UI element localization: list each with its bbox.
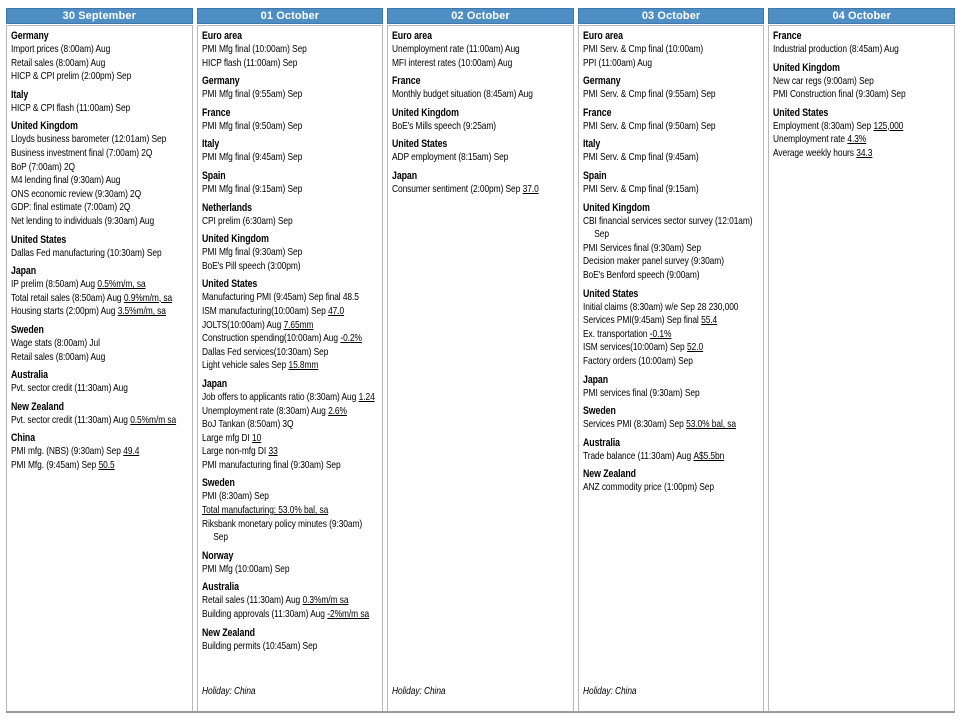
event-item xyxy=(583,57,753,71)
country-name: United Kingdom xyxy=(392,106,460,119)
event-text: ISM services(10:00am) Sep xyxy=(582,341,685,354)
event-text: Lloyds business barometer (12:01am) Sep xyxy=(11,133,167,146)
event-value-link[interactable]: 10 xyxy=(251,431,261,444)
event-item xyxy=(202,151,375,165)
country-section xyxy=(392,74,539,102)
country-section xyxy=(202,277,375,373)
country-section xyxy=(11,88,176,116)
country-name: United States xyxy=(773,106,829,119)
country-name: France xyxy=(201,106,230,119)
event-item xyxy=(202,531,375,545)
country-section xyxy=(583,106,753,134)
event-text: IP prelim (8:50am) Aug xyxy=(11,278,95,291)
event-item xyxy=(202,260,375,274)
event-value-link[interactable]: 1.24 xyxy=(358,390,375,403)
event-value-link[interactable]: 3.5%m/m, sa xyxy=(117,305,166,318)
event-text: Services PMI (8:30am) Sep xyxy=(582,418,684,431)
country-name: United Kingdom xyxy=(773,61,841,74)
country-section xyxy=(11,29,176,84)
day-column-04-october xyxy=(768,8,955,711)
event-text: BoE's Benford speech (9:00am) xyxy=(582,268,700,281)
event-text: PMI Serv. & Cmp final (10:00am) xyxy=(582,43,703,55)
event-item xyxy=(11,382,176,396)
event-item xyxy=(583,418,753,432)
event-text: PMI Mfg final (9:15am) Sep xyxy=(201,182,302,195)
event-value-link[interactable]: 2.6% xyxy=(327,404,347,417)
event-item xyxy=(202,359,375,373)
event-value-link[interactable]: 15.8mm xyxy=(288,359,318,372)
event-item xyxy=(202,490,375,504)
country-section xyxy=(583,201,753,283)
event-text: Consumer sentiment (2:00pm) Sep xyxy=(392,182,521,195)
event-item xyxy=(11,201,176,215)
event-item xyxy=(392,183,539,197)
event-text: PMI Mfg final (9:55am) Sep xyxy=(201,88,302,101)
day-column-03-october xyxy=(578,8,765,711)
event-item xyxy=(583,151,753,165)
event-text: Net lending to individuals (9:30am) Aug xyxy=(11,214,155,227)
country-name: Japan xyxy=(201,377,227,390)
country-section xyxy=(11,431,176,472)
holiday-note: Holiday: China xyxy=(201,685,256,698)
event-text: PMI manufacturing final (9:30am) Sep xyxy=(201,458,341,471)
event-item xyxy=(202,563,375,577)
event-text: CPI prelim (6:30am) Sep xyxy=(201,214,293,227)
country-section xyxy=(202,549,375,577)
event-text: ANZ commodity price (1:00pm) Sep xyxy=(582,481,714,494)
country-section xyxy=(773,29,917,57)
event-value-link[interactable]: 53.0% bal, sa xyxy=(685,418,736,431)
event-text: Pvt. sector credit (11:30am) Aug xyxy=(11,413,128,426)
country-section xyxy=(202,137,375,165)
event-text: PMI mfg. (NBS) (9:30am) Sep xyxy=(11,445,121,458)
country-name: Australia xyxy=(11,369,48,382)
event-value-link[interactable]: 33 xyxy=(268,445,278,458)
event-text: Factory orders (10:00am) Sep xyxy=(582,354,693,367)
event-text: PMI services final (9:30am) Sep xyxy=(582,386,700,399)
event-item xyxy=(202,319,375,333)
country-section xyxy=(202,106,375,134)
event-item xyxy=(202,504,375,518)
event-text: Wage stats (8:00am) Jul xyxy=(11,336,100,349)
event-text: M4 lending final (9:30am) Aug xyxy=(11,174,121,187)
country-name: China xyxy=(11,432,36,445)
event-text: Building permits (10:45am) Sep xyxy=(201,639,317,652)
country-section xyxy=(202,232,375,273)
event-text: Construction spending(10:00am) Aug xyxy=(201,332,338,345)
event-text: PMI Mfg final (9:30am) Sep xyxy=(201,246,302,259)
country-name: Sweden xyxy=(582,405,616,418)
event-item xyxy=(583,242,753,256)
event-item xyxy=(583,481,753,495)
event-value-link[interactable]: 34.3 xyxy=(856,146,873,159)
country-section xyxy=(11,323,176,364)
event-text: Sep xyxy=(212,531,228,544)
country-name: United States xyxy=(201,278,257,291)
event-text: Trade balance (11:30am) Aug xyxy=(582,449,691,462)
day-body xyxy=(768,25,955,711)
event-value-link[interactable]: 0.5%m/m sa xyxy=(130,413,177,426)
event-text: Unemployment rate xyxy=(773,133,846,146)
country-name: New Zealand xyxy=(201,626,255,639)
day-body xyxy=(578,25,765,711)
country-name: Norway xyxy=(201,549,233,562)
event-text: Initial claims (8:30am) w/e Sep 28 230,000 xyxy=(582,300,739,313)
event-item xyxy=(202,459,375,473)
country-name: New Zealand xyxy=(11,400,64,413)
event-item xyxy=(583,88,753,102)
event-item xyxy=(202,57,375,71)
event-text: Riksbank monetary policy minutes (9:30am) xyxy=(201,517,362,530)
event-value-link[interactable]: 0.3%m/m sa xyxy=(302,594,349,607)
event-item xyxy=(11,351,176,365)
event-text: HICP flash (11:00am) Sep xyxy=(201,56,297,69)
country-section xyxy=(392,169,539,197)
event-value-link[interactable]: 47.0 xyxy=(327,304,344,317)
event-item xyxy=(202,518,375,532)
country-name: France xyxy=(582,106,612,119)
event-item xyxy=(202,43,375,57)
country-name: Euro area xyxy=(392,30,433,42)
event-value-link[interactable]: 52.0 xyxy=(686,341,703,354)
event-item xyxy=(11,247,176,261)
country-name: Germany xyxy=(582,75,621,88)
event-value-link[interactable]: -0.2% xyxy=(339,332,362,345)
event-text: Retail sales (8:00am) Aug xyxy=(11,350,106,363)
event-item xyxy=(583,269,753,283)
event-item xyxy=(583,228,753,242)
event-value-link[interactable]: 125,000 xyxy=(873,119,904,132)
day-header: 01 October xyxy=(197,8,384,24)
day-content xyxy=(773,29,917,706)
event-item xyxy=(392,151,539,165)
country-name: Italy xyxy=(201,138,219,151)
event-text: BoE's Pill speech (3:00pm) xyxy=(201,259,301,272)
event-item xyxy=(11,459,176,473)
event-item xyxy=(11,414,176,428)
event-value-link[interactable]: A$5.5bn xyxy=(693,449,724,462)
country-name: Germany xyxy=(201,75,240,88)
event-item xyxy=(11,161,176,175)
country-name: Sweden xyxy=(201,477,235,490)
country-section xyxy=(583,436,753,464)
event-item xyxy=(202,405,375,419)
event-text: Total retail sales (8:50am) Aug xyxy=(11,291,122,304)
day-content xyxy=(583,29,753,706)
event-text: PMI Mfg. (9:45am) Sep xyxy=(11,458,97,471)
event-item xyxy=(583,355,753,369)
country-section xyxy=(202,377,375,473)
event-item xyxy=(202,246,375,260)
event-text: Sep xyxy=(593,228,609,241)
country-name: Japan xyxy=(392,169,418,182)
event-item xyxy=(773,75,917,89)
country-section xyxy=(202,169,375,197)
country-section xyxy=(202,626,375,654)
event-item xyxy=(11,305,176,319)
country-section xyxy=(583,467,753,495)
event-item xyxy=(583,255,753,269)
event-text: ONS economic review (9:30am) 2Q xyxy=(11,187,142,200)
event-text: Pvt. sector credit (11:30am) Aug xyxy=(11,382,128,395)
event-text: Dallas Fed manufacturing (10:30am) Sep xyxy=(11,246,162,259)
event-item xyxy=(202,346,375,360)
country-section xyxy=(583,74,753,102)
event-text: GDP: final estimate (7:00am) 2Q xyxy=(11,201,131,214)
country-section xyxy=(202,476,375,544)
event-text: Job offers to applicants ratio (8:30am) Aug xyxy=(201,390,356,403)
event-item xyxy=(392,43,539,57)
event-value-link[interactable]: 7.65mm xyxy=(283,318,314,331)
event-item xyxy=(202,120,375,134)
event-item xyxy=(392,120,539,134)
country-section xyxy=(392,137,539,165)
event-text: PMI Serv. & Cmp final (9:50am) Sep xyxy=(582,119,716,132)
event-value-link[interactable]: 50.5 xyxy=(98,458,115,471)
event-value-link[interactable]: 0.9%m/m, sa xyxy=(123,291,173,304)
event-value-link[interactable]: 37.0 xyxy=(522,182,539,195)
day-header: 03 October xyxy=(578,8,765,24)
country-name: United Kingdom xyxy=(11,120,78,133)
country-name: Spain xyxy=(201,169,226,182)
country-name: France xyxy=(773,30,802,42)
country-name: New Zealand xyxy=(582,468,636,481)
event-item xyxy=(11,292,176,306)
event-text: Light vehicle sales Sep xyxy=(201,359,286,372)
event-value-link[interactable]: -0.1% xyxy=(649,327,672,340)
day-content xyxy=(202,29,375,706)
event-item xyxy=(202,391,375,405)
country-name: Australia xyxy=(582,436,620,449)
event-text: Decision maker panel survey (9:30am) xyxy=(582,255,724,268)
day-body xyxy=(6,25,193,711)
country-name: Japan xyxy=(11,265,37,278)
country-section xyxy=(583,169,753,197)
day-column-01-october xyxy=(197,8,384,711)
event-item xyxy=(11,43,176,57)
event-text: PMI Mfg final (10:00am) Sep xyxy=(201,43,307,55)
event-text: Manufacturing PMI (9:45am) Sep final 48.5 xyxy=(201,291,359,304)
day-body xyxy=(387,25,574,711)
event-text: PPI (11:00am) Aug xyxy=(582,56,652,69)
event-value-link[interactable]: 55.4 xyxy=(700,314,717,327)
country-name: United Kingdom xyxy=(582,201,650,214)
event-text: Import prices (8:00am) Aug xyxy=(11,43,111,55)
event-item xyxy=(202,418,375,432)
event-value-link[interactable]: Total manufacturing: 53.0% bal, sa xyxy=(201,504,328,517)
event-item xyxy=(202,445,375,459)
day-content xyxy=(392,29,539,706)
calendar-table xyxy=(6,8,955,713)
event-item xyxy=(11,278,176,292)
event-item xyxy=(11,215,176,229)
event-text: Large non-mfg DI xyxy=(201,445,266,458)
day-header: 30 September xyxy=(6,8,193,24)
country-section xyxy=(583,29,753,70)
event-item xyxy=(11,445,176,459)
event-item xyxy=(583,328,753,342)
event-text: Ex. transportation xyxy=(582,327,648,340)
event-item xyxy=(11,70,176,84)
event-item xyxy=(773,147,917,161)
day-content xyxy=(11,29,176,706)
country-section xyxy=(11,264,176,319)
event-text: Dallas Fed services(10:30am) Sep xyxy=(201,345,328,358)
event-item xyxy=(11,102,176,116)
event-text: PMI Services final (9:30am) Sep xyxy=(582,241,701,254)
event-item xyxy=(583,450,753,464)
event-text: BoJ Tankan (8:50am) 3Q xyxy=(201,418,294,431)
country-section xyxy=(11,233,176,261)
event-text: ADP employment (8:15am) Sep xyxy=(392,151,509,164)
country-name: United States xyxy=(392,138,448,151)
country-section xyxy=(392,106,539,134)
event-item xyxy=(392,57,539,71)
holiday-note: Holiday: China xyxy=(392,685,446,698)
event-text: Unemployment rate (8:30am) Aug xyxy=(201,404,326,417)
event-value-link[interactable]: 0.5%m/m, sa xyxy=(97,278,146,291)
event-text: PMI Mfg final (9:45am) Sep xyxy=(201,151,302,164)
country-name: Italy xyxy=(11,88,29,101)
event-item xyxy=(202,432,375,446)
country-name: Italy xyxy=(582,138,600,151)
event-value-link[interactable]: 49.4 xyxy=(123,445,140,458)
event-text: Employment (8:30am) Sep xyxy=(773,119,872,132)
event-item xyxy=(583,314,753,328)
event-item xyxy=(392,88,539,102)
event-text: BoE's Mills speech (9:25am) xyxy=(392,119,497,132)
country-name: France xyxy=(392,75,421,88)
event-item xyxy=(583,43,753,57)
country-section xyxy=(583,373,753,401)
country-section xyxy=(11,368,176,396)
event-item xyxy=(202,88,375,102)
country-section xyxy=(773,61,917,102)
event-item xyxy=(202,332,375,346)
event-item xyxy=(583,120,753,134)
event-text: JOLTS(10:00am) Aug xyxy=(201,318,281,331)
event-text: Monthly budget situation (8:45am) Aug xyxy=(392,88,534,101)
day-column-02-october xyxy=(387,8,574,711)
event-text: Large mfg DI xyxy=(201,431,250,444)
event-item xyxy=(202,594,375,608)
country-section xyxy=(583,404,753,432)
event-text: Housing starts (2:00pm) Aug xyxy=(11,305,116,318)
holiday-note: Holiday: China xyxy=(582,685,637,698)
event-item xyxy=(11,133,176,147)
day-body xyxy=(197,25,384,711)
event-item xyxy=(583,183,753,197)
event-text: Services PMI(9:45am) Sep final xyxy=(582,314,699,327)
event-text: Retail sales (11:30am) Aug xyxy=(201,594,300,607)
event-text: BoP (7:00am) 2Q xyxy=(11,160,76,173)
event-text: Business investment final (7:00am) 2Q xyxy=(11,146,153,159)
country-name: Euro area xyxy=(201,30,242,42)
country-section xyxy=(202,29,375,70)
event-value-link[interactable]: 4.3% xyxy=(847,133,867,146)
event-item xyxy=(583,341,753,355)
country-section xyxy=(392,29,539,70)
day-header: 04 October xyxy=(768,8,955,24)
country-section xyxy=(11,119,176,228)
event-item xyxy=(583,301,753,315)
country-section xyxy=(202,74,375,102)
event-text: ISM manufacturing(10:00am) Sep xyxy=(201,304,326,317)
event-text: Industrial production (8:45am) Aug xyxy=(773,43,900,55)
country-name: Spain xyxy=(582,169,607,182)
event-text: Building approvals (11:30am) Aug xyxy=(201,608,325,621)
country-name: Japan xyxy=(582,373,608,386)
event-item xyxy=(773,88,917,102)
event-text: PMI Construction final (9:30am) Sep xyxy=(773,88,906,101)
event-text: HICP & CPI flash (11:00am) Sep xyxy=(11,101,131,114)
event-item xyxy=(202,183,375,197)
event-text: Average weekly hours xyxy=(773,146,855,159)
country-section xyxy=(583,137,753,165)
event-item xyxy=(202,608,375,622)
event-item xyxy=(11,147,176,161)
event-item xyxy=(583,387,753,401)
country-name: United States xyxy=(582,287,638,300)
event-item xyxy=(202,215,375,229)
event-item xyxy=(202,640,375,654)
event-item xyxy=(773,133,917,147)
event-item xyxy=(202,305,375,319)
event-text: Unemployment rate (11:00am) Aug xyxy=(392,43,520,55)
event-item xyxy=(583,215,753,229)
event-item xyxy=(11,57,176,71)
country-name: Sweden xyxy=(11,323,44,336)
event-text: MFI interest rates (10:00am) Aug xyxy=(392,56,513,69)
country-section xyxy=(11,400,176,428)
country-name: Australia xyxy=(201,581,239,594)
event-text: PMI Mfg final (9:50am) Sep xyxy=(201,119,302,132)
event-text: PMI Mfg (10:00am) Sep xyxy=(201,562,290,575)
event-item xyxy=(11,337,176,351)
event-text: PMI Serv. & Cmp final (9:45am) xyxy=(582,151,699,164)
event-text: CBI financial services sector survey (12:01am) xyxy=(582,214,753,227)
event-item xyxy=(773,43,917,57)
country-section xyxy=(583,287,753,369)
day-column-30-september xyxy=(6,8,193,711)
event-item xyxy=(11,174,176,188)
event-text: PMI (8:30am) Sep xyxy=(201,490,269,503)
country-name: United Kingdom xyxy=(201,233,269,246)
country-section xyxy=(202,201,375,229)
event-item xyxy=(11,188,176,202)
event-text: PMI Serv. & Cmp final (9:55am) Sep xyxy=(582,88,716,101)
event-item xyxy=(773,120,917,134)
country-name: Euro area xyxy=(582,30,623,42)
event-item xyxy=(202,291,375,305)
event-text: New car regs (9:00am) Sep xyxy=(773,74,875,87)
country-name: Germany xyxy=(11,30,49,42)
event-value-link[interactable]: -2%m/m sa xyxy=(326,608,369,621)
event-text: Retail sales (8:00am) Aug xyxy=(11,56,106,69)
country-name: United States xyxy=(11,233,67,246)
country-section xyxy=(773,106,917,161)
day-header: 02 October xyxy=(387,8,574,24)
event-text: HICP & CPI prelim (2:00pm) Sep xyxy=(11,70,132,83)
country-section xyxy=(202,580,375,621)
country-name: Netherlands xyxy=(201,201,252,214)
event-text: PMI Serv. & Cmp final (9:15am) xyxy=(582,182,699,195)
